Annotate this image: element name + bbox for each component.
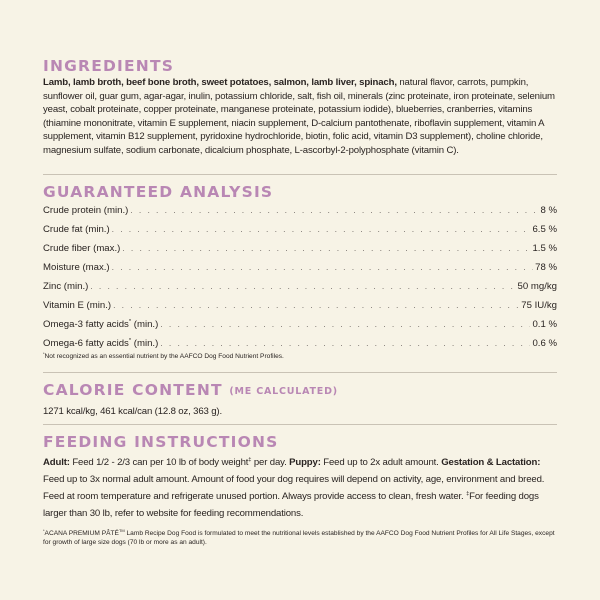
analysis-label-suffix: (min.) (131, 319, 159, 330)
analysis-value: 75 IU/kg (521, 300, 557, 311)
ingredients-section (43, 57, 557, 158)
calorie-subheading: (ME CALCULATED) (229, 386, 338, 397)
analysis-label-text: Crude fiber (max.) (43, 243, 121, 254)
disclaimer-text: Lamb Recipe Dog Food is formulated to meet the nutritional levels established by the AAFCO Dog Food Nutrient Profiles for All Life Stages, except for growth of large size dogs (70 lb or more as an adult). (43, 530, 555, 547)
analysis-value: 0.6 % (532, 338, 557, 349)
ingredients-primary: Lamb, lamb broth, beef bone broth, sweet potatoes, salmon, lamb liver, spinach, (43, 77, 397, 88)
calorie-heading (43, 381, 557, 401)
calorie-section (43, 381, 557, 419)
analysis-label (43, 258, 112, 277)
footnote-text: Not recognized as an essential nutrient by the AAFCO Dog Food Nutrient Profiles. (44, 353, 284, 360)
analysis-row (43, 334, 557, 353)
analysis-value: 8 % (540, 205, 557, 216)
analysis-row (43, 201, 557, 220)
analysis-value: 0.1 % (532, 319, 557, 330)
analysis-footnote-mark: * (128, 318, 132, 325)
puppy-label: Puppy: (289, 457, 321, 468)
feeding-heading: FEEDING INSTRUCTIONS (43, 433, 279, 451)
analysis-label-text: Omega-6 fatty acids (43, 338, 129, 349)
analysis-label (43, 334, 160, 353)
divider-rule (43, 372, 557, 373)
analysis-label-suffix: (min.) (131, 338, 159, 349)
analysis-value: 78 % (535, 262, 557, 273)
analysis-label (43, 239, 122, 258)
analysis-label-text: Moisture (max.) (43, 262, 110, 273)
feeding-section (43, 433, 557, 548)
adult-text-end: per day. (251, 457, 290, 468)
analysis-table (43, 201, 557, 353)
disclaimer-mark: * (43, 527, 45, 533)
large-dog-text: For feeding dogs larger than 30 lb, refer to website for feeding recommendations. (43, 491, 539, 519)
disclaimer-brand: ACANA PREMIUM PÂTÉ (44, 530, 119, 537)
analysis-value: 1.5 % (532, 243, 557, 254)
analysis-label (43, 201, 130, 220)
dot-leader (160, 334, 530, 353)
divider-rule (43, 424, 557, 425)
dot-leader (113, 296, 519, 315)
analysis-label-text: Zinc (min.) (43, 281, 89, 292)
analysis-footnote-mark: * (128, 337, 132, 344)
analysis-row (43, 239, 557, 258)
gestation-text: Feed up to 3x normal adult amount. Amount of food your dog requires will depend on activity, age, environment and breed. Feed at room temperature and refrigerate unused portion. Always provide access to clean, fresh water. (43, 474, 545, 502)
aafco-disclaimer (43, 529, 557, 548)
adult-text: Feed 1/2 - 2/3 can per 10 lb of body weight (69, 457, 249, 468)
large-dog-footnote-mark: ‡ (466, 490, 470, 497)
ingredients-heading: INGREDIENTS (43, 57, 175, 75)
analysis-row (43, 277, 557, 296)
dot-leader (130, 201, 538, 220)
analysis-label (43, 296, 113, 315)
divider-rule (43, 174, 557, 175)
feeding-instructions (43, 454, 557, 522)
ingredients-secondary: natural flavor, carrots, pumpkin, sunflower oil, guar gum, agar-agar, inulin, potassium chloride, salt, fish oil, minerals (zinc proteinate, iron proteinate, selenium yeast, cobalt proteinate, copper proteinate, manganese proteinate, potassium iodide), blueberries, cranberries, vitamins (thiamine mononitrate, vitamin E supplement, niacin supplement, D-calcium pantothenate, riboflavin supplement, vitamin A supplement, vitamin B12 supplement, pyridoxine hydrochloride, biotin, folic acid, vitamin D3 supplement), choline chloride, magnesium sulfate, sodium carbonate, dicalcium phosphate, L-ascorbyl-2-polyphosphate (vitamin C). (43, 77, 555, 156)
dot-leader (90, 277, 515, 296)
analysis-row (43, 296, 557, 315)
gestation-label: Gestation & Lactation: (441, 457, 541, 468)
dot-leader (112, 258, 533, 277)
adult-footnote-mark: ‡ (248, 456, 252, 463)
analysis-label (43, 315, 160, 334)
analysis-label-text: Omega-3 fatty acids (43, 319, 129, 330)
analysis-row (43, 258, 557, 277)
dot-leader (112, 220, 531, 239)
analysis-section (43, 183, 557, 201)
analysis-label (43, 277, 90, 296)
analysis-footnote (43, 352, 557, 361)
adult-label: Adult: (43, 457, 70, 468)
analysis-footnote-block (43, 352, 557, 361)
analysis-label (43, 220, 112, 239)
ingredients-list (43, 76, 557, 158)
puppy-text: Feed up to 2x adult amount. (320, 457, 442, 468)
trademark-mark: TM (118, 527, 125, 533)
footnote-mark: * (43, 350, 45, 356)
analysis-value: 50 mg/kg (517, 281, 557, 292)
analysis-value: 6.5 % (532, 224, 557, 235)
calorie-heading-text: CALORIE CONTENT (43, 381, 223, 399)
analysis-heading: GUARANTEED ANALYSIS (43, 183, 274, 201)
analysis-row (43, 220, 557, 239)
dot-leader (160, 315, 530, 334)
calorie-text: 1271 kcal/kg, 461 kcal/can (12.8 oz, 363 g). (43, 406, 222, 417)
dot-leader (122, 239, 530, 258)
analysis-label-text: Crude fat (min.) (43, 224, 110, 235)
analysis-row (43, 315, 557, 334)
analysis-label-text: Crude protein (min.) (43, 205, 129, 216)
analysis-label-text: Vitamin E (min.) (43, 300, 112, 311)
